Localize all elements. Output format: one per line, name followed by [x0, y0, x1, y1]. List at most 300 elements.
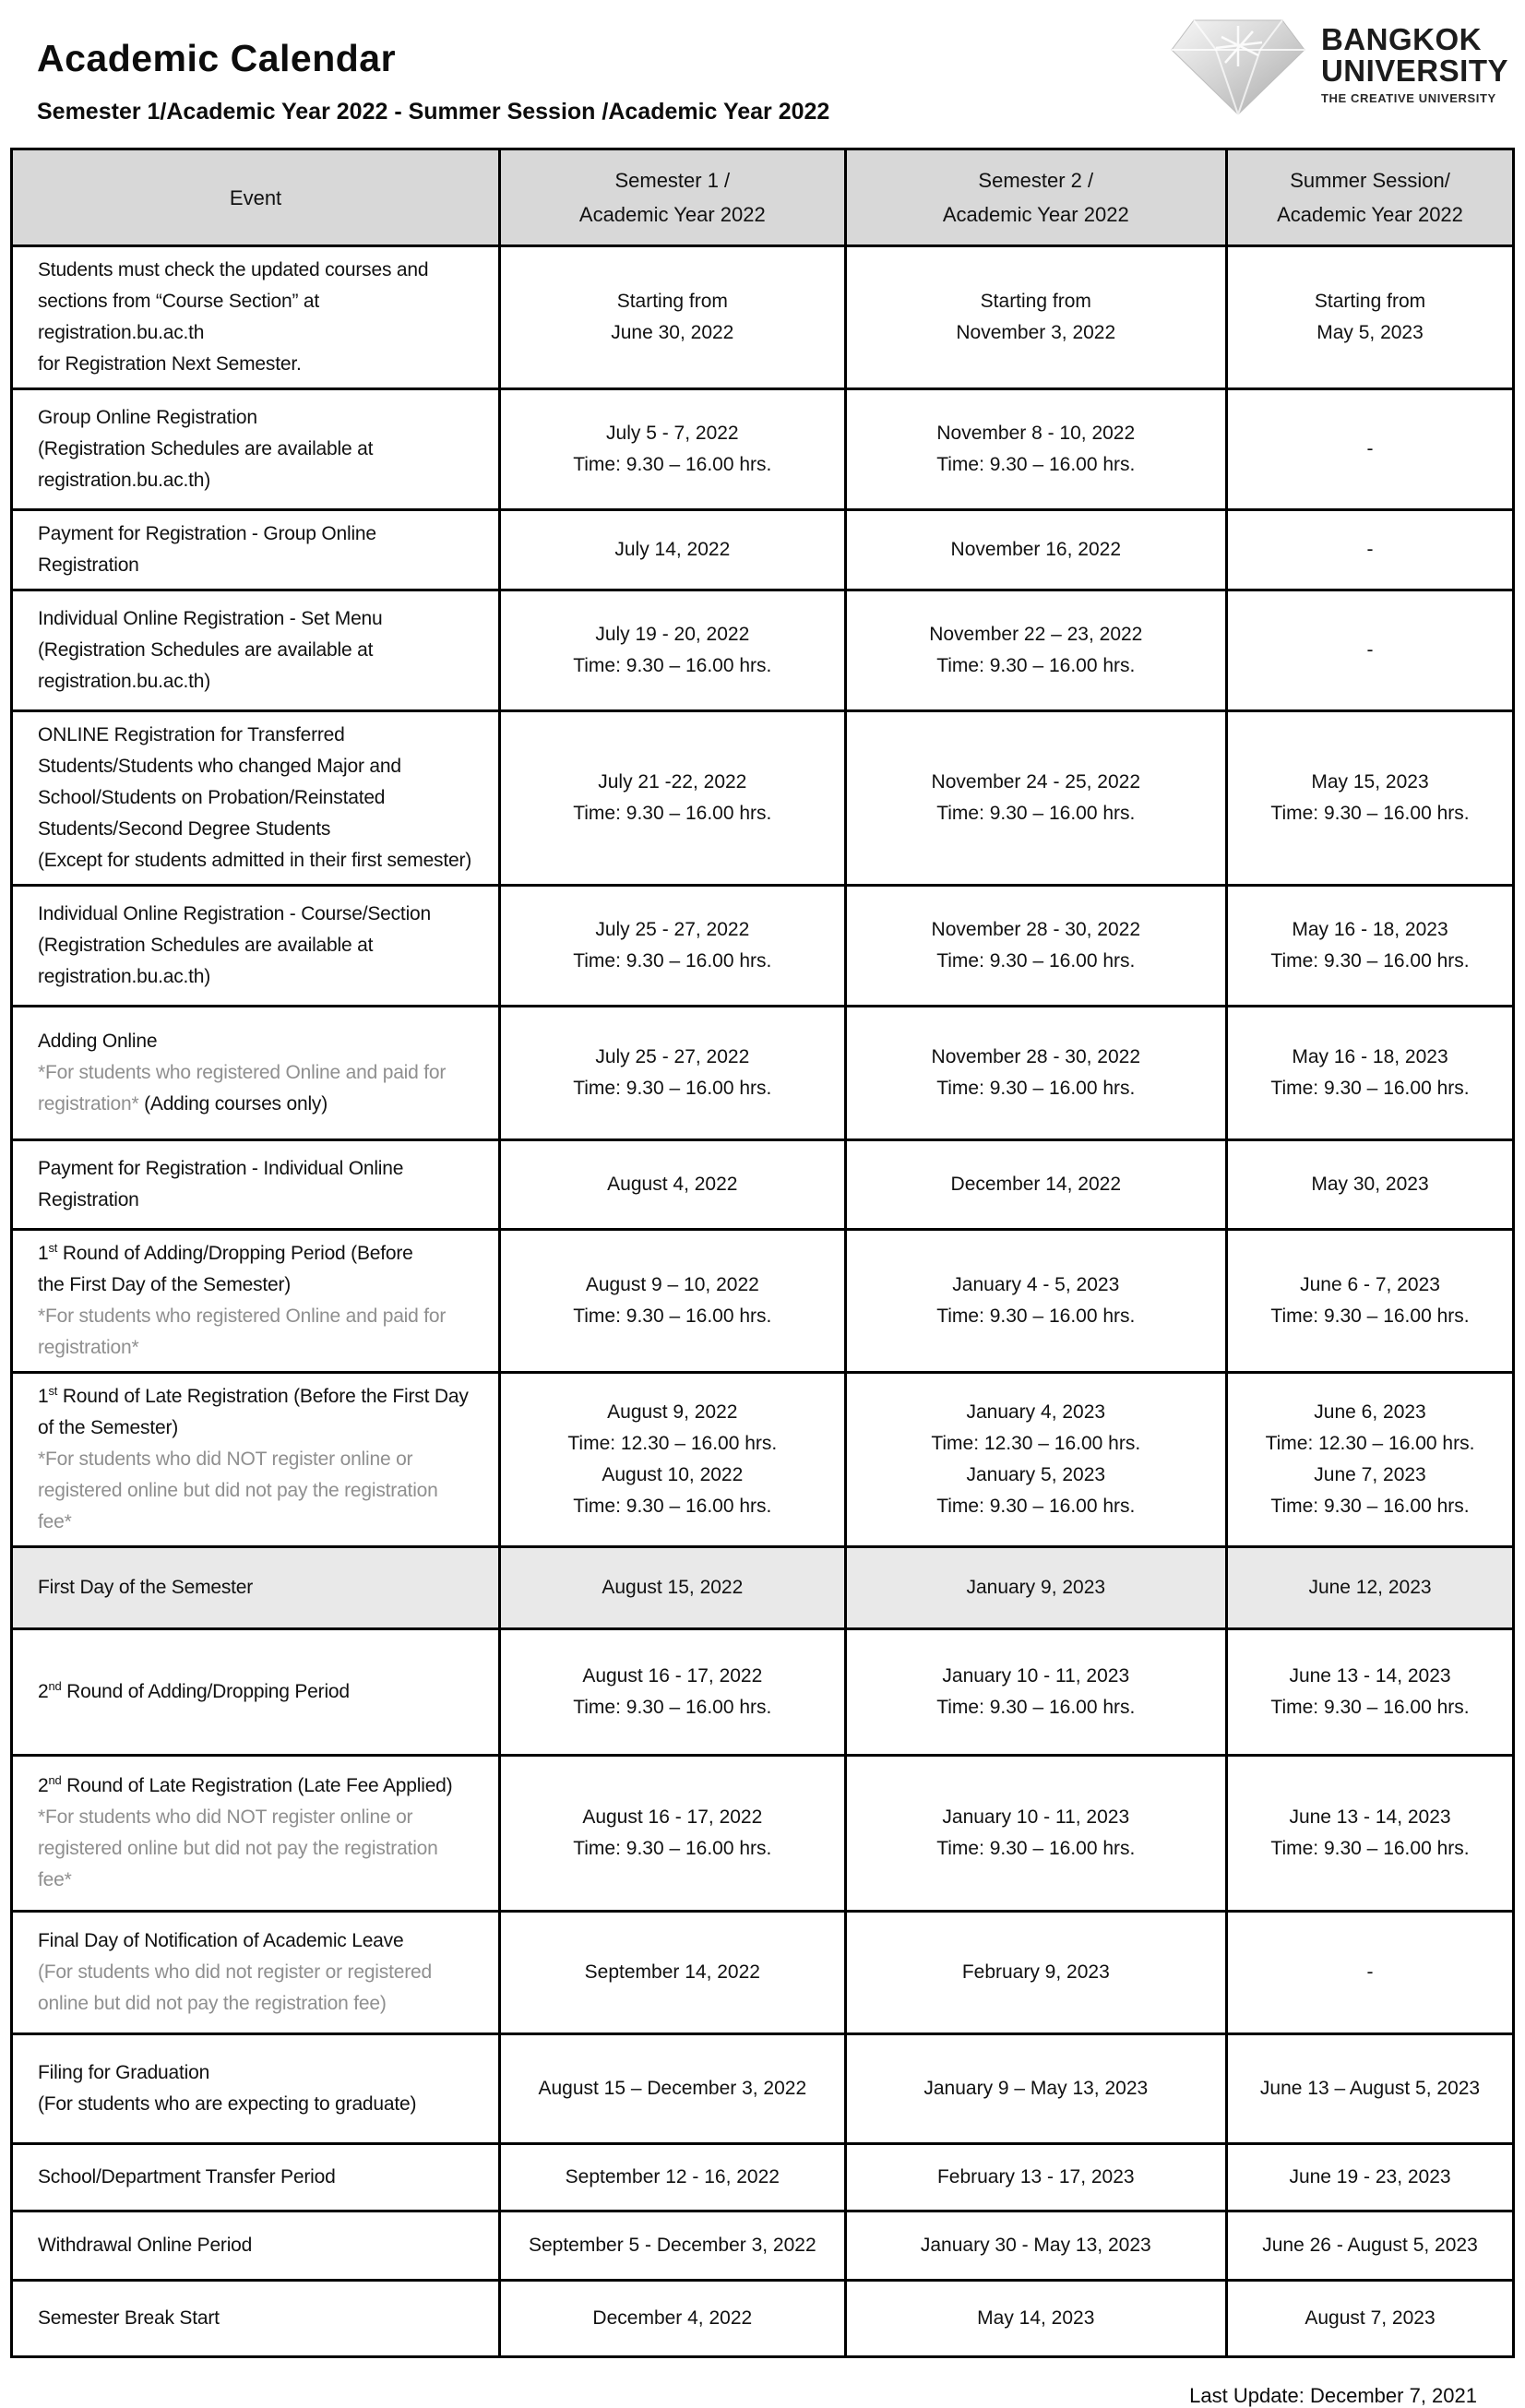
event-text: Adding Online [38, 1031, 158, 1052]
event-line [38, 1089, 485, 1120]
summer-cell [1227, 2144, 1514, 2211]
event-text: Round of Late Registration (Late Fee Applied) [61, 1775, 453, 1796]
date-line: Time: 9.30 – 16.00 hrs. [936, 1078, 1136, 1099]
event-line [38, 1475, 485, 1507]
event-cell [12, 510, 500, 590]
summer-cell [1227, 590, 1514, 711]
event-text: sections from “Course Section” at [38, 291, 320, 312]
table-row [12, 2211, 1514, 2281]
semester2-cell [845, 1912, 1227, 2034]
event-note-text: registration* [38, 1337, 139, 1358]
date-line: Starting from [616, 291, 728, 312]
date-line: May 16 - 18, 2023 [1292, 919, 1448, 940]
semester1-cell [500, 1373, 845, 1547]
event-text: Individual Online Registration - Course/Section [38, 903, 431, 924]
date-line: Time: 9.30 – 16.00 hrs. [1270, 1838, 1470, 1859]
event-line [38, 930, 485, 961]
date-line: June 13 – August 5, 2023 [1259, 2078, 1481, 2099]
event-text: Students/Second Degree Students [38, 818, 331, 840]
date-line: August 16 - 17, 2022 [582, 1665, 763, 1687]
table-row [12, 246, 1514, 389]
table-row [12, 1547, 1514, 1629]
event-text: registration.bu.ac.th [38, 322, 205, 343]
date-line: August 15 – December 3, 2022 [538, 2078, 807, 2099]
semester2-cell [845, 711, 1227, 886]
semester2-cell [845, 246, 1227, 389]
date-line: July 19 - 20, 2022 [595, 624, 750, 645]
semester1-cell [500, 1230, 845, 1373]
event-line [38, 1572, 485, 1603]
date-line: July 14, 2022 [614, 539, 731, 560]
event-line [38, 751, 485, 782]
semester2-cell [845, 389, 1227, 510]
event-text: (Except for students admitted in their first semester) [38, 850, 472, 871]
date-line: Time: 9.30 – 16.00 hrs. [936, 454, 1136, 475]
date-line: November 3, 2022 [956, 322, 1116, 343]
event-text: 1 [38, 1243, 49, 1264]
summer-cell [1227, 510, 1514, 590]
date-line: Starting from [1314, 291, 1426, 312]
logo-tagline: THE CREATIVE UNIVERSITY [1320, 91, 1496, 105]
header-text: Academic Year 2022 [578, 203, 766, 226]
event-cell [12, 1140, 500, 1230]
semester1-cell [500, 2211, 845, 2281]
table-row [12, 510, 1514, 590]
event-text: for Registration Next Semester. [38, 353, 302, 375]
summer-cell [1227, 1140, 1514, 1230]
semester2-cell [845, 1756, 1227, 1912]
date-line: June 6, 2023 [1314, 1401, 1426, 1423]
event-text: 2 [38, 1681, 49, 1702]
event-line [38, 465, 485, 496]
semester1-cell [500, 2144, 845, 2211]
date-line: Time: 12.30 – 16.00 hrs. [1265, 1433, 1475, 1454]
event-note-text: fee* [38, 1869, 72, 1890]
date-line: Time: 9.30 – 16.00 hrs. [936, 1697, 1136, 1718]
column-header-semester1 [500, 149, 845, 246]
event-text: (Registration Schedules are available at [38, 639, 374, 661]
event-line [38, 1988, 485, 2020]
event-line [38, 349, 485, 380]
event-text: ONLINE Registration for Transferred [38, 724, 345, 745]
event-cell [12, 2034, 500, 2144]
event-text: Students must check the updated courses and [38, 259, 429, 280]
event-text: st [48, 1241, 58, 1255]
event-line [38, 519, 485, 550]
table-row [12, 1756, 1514, 1912]
semester2-cell [845, 1373, 1227, 1547]
semester2-cell [845, 590, 1227, 711]
event-cell [12, 389, 500, 510]
table-row [12, 1140, 1514, 1230]
event-text: registration.bu.ac.th) [38, 966, 211, 987]
table-row [12, 1373, 1514, 1547]
summer-cell [1227, 2281, 1514, 2357]
event-text: First Day of the Semester [38, 1577, 254, 1598]
event-text: Withdrawal Online Period [38, 2235, 253, 2256]
summer-cell [1227, 1007, 1514, 1140]
event-cell [12, 590, 500, 711]
date-line: January 9 – May 13, 2023 [923, 2078, 1149, 2099]
table-row [12, 2034, 1514, 2144]
event-text: Round of Adding/Dropping Period [61, 1681, 350, 1702]
date-line: August 9 – 10, 2022 [585, 1274, 759, 1295]
event-text: 1 [38, 1386, 49, 1407]
date-line: Time: 9.30 – 16.00 hrs. [1270, 1496, 1470, 1517]
date-line: August 10, 2022 [602, 1464, 744, 1485]
summer-cell [1227, 1629, 1514, 1756]
event-cell [12, 2281, 500, 2357]
event-cell [12, 1629, 500, 1756]
summer-cell [1227, 389, 1514, 510]
date-line: - [1366, 639, 1374, 661]
summer-cell [1227, 1230, 1514, 1373]
date-line: September 5 - December 3, 2022 [528, 2235, 816, 2256]
logo-name-line1: BANGKOK [1320, 22, 1482, 56]
event-line [38, 2230, 485, 2261]
event-note-text: *For students who registered Online and paid for [38, 1062, 447, 1083]
event-cell [12, 1912, 500, 2034]
event-line [38, 255, 485, 286]
date-line: June 6 - 7, 2023 [1300, 1274, 1440, 1295]
event-text: nd [48, 1679, 62, 1693]
semester2-cell [845, 1629, 1227, 1756]
event-line [38, 720, 485, 751]
date-line: July 25 - 27, 2022 [595, 919, 750, 940]
date-line: August 16 - 17, 2022 [582, 1806, 763, 1828]
date-line: - [1366, 438, 1374, 459]
summer-cell [1227, 1373, 1514, 1547]
header-text: Academic Year 2022 [1277, 203, 1463, 226]
date-line: January 9, 2023 [966, 1577, 1106, 1598]
event-line [38, 1802, 485, 1833]
date-line: June 19 - 23, 2023 [1289, 2166, 1451, 2187]
event-line [38, 845, 485, 876]
event-line [38, 1833, 485, 1865]
semester2-cell [845, 2211, 1227, 2281]
semester2-cell [845, 886, 1227, 1007]
date-line: Time: 9.30 – 16.00 hrs. [936, 1305, 1136, 1327]
semester1-cell [500, 2034, 845, 2144]
event-text: Round of Adding/Dropping Period (Before [57, 1243, 413, 1264]
date-line: Time: 9.30 – 16.00 hrs. [573, 803, 772, 824]
semester2-cell [845, 1230, 1227, 1373]
event-line [38, 1270, 485, 1301]
date-line: July 5 - 7, 2022 [606, 423, 739, 444]
event-text: (For students who are expecting to graduate) [38, 2093, 417, 2115]
logo-text [1321, 24, 1508, 105]
date-line: June 26 - August 5, 2023 [1262, 2235, 1478, 2256]
event-line [38, 402, 485, 434]
summer-cell [1227, 2211, 1514, 2281]
date-line: Time: 9.30 – 16.00 hrs. [1270, 1305, 1470, 1327]
summer-cell [1227, 886, 1514, 1007]
date-line: July 25 - 27, 2022 [595, 1046, 750, 1067]
calendar-table-body [12, 246, 1514, 2357]
table-row [12, 1912, 1514, 2034]
semester1-cell [500, 1912, 845, 2034]
date-line: January 5, 2023 [966, 1464, 1106, 1485]
header-text: Summer Session/ [1290, 169, 1450, 192]
event-text: 2 [38, 1775, 49, 1796]
event-note-text: fee* [38, 1511, 72, 1532]
event-line [38, 635, 485, 666]
column-header-summer [1227, 149, 1514, 246]
date-line: May 15, 2023 [1311, 771, 1429, 793]
date-line: Time: 9.30 – 16.00 hrs. [1270, 950, 1470, 972]
event-text: Payment for Registration - Group Online [38, 523, 376, 544]
event-text: (Registration Schedules are available at [38, 935, 374, 956]
date-line: January 4 - 5, 2023 [952, 1274, 1120, 1295]
university-logo [1168, 11, 1508, 118]
summer-cell [1227, 1912, 1514, 2034]
date-line: Time: 9.30 – 16.00 hrs. [573, 1305, 772, 1327]
event-line [38, 1153, 485, 1185]
semester1-cell [500, 590, 845, 711]
date-line: Time: 9.30 – 16.00 hrs. [936, 803, 1136, 824]
date-line: Time: 9.30 – 16.00 hrs. [936, 950, 1136, 972]
semester2-cell [845, 1140, 1227, 1230]
semester1-cell [500, 246, 845, 389]
event-text: School/Students on Probation/Reinstated [38, 787, 386, 808]
date-line: November 28 - 30, 2022 [931, 1046, 1141, 1067]
event-cell [12, 246, 500, 389]
event-note-text: *For students who did NOT register online or [38, 1806, 413, 1828]
table-row [12, 886, 1514, 1007]
event-line [38, 317, 485, 349]
semester1-cell [500, 389, 845, 510]
event-line [38, 1413, 485, 1444]
date-line: Time: 9.30 – 16.00 hrs. [573, 1078, 772, 1099]
event-line [38, 1057, 485, 1089]
semester1-cell [500, 1629, 845, 1756]
event-text: Final Day of Notification of Academic Leave [38, 1930, 404, 1951]
event-line [38, 666, 485, 697]
summer-cell [1227, 2034, 1514, 2144]
date-line: August 9, 2022 [607, 1401, 738, 1423]
semester1-cell [500, 1547, 845, 1629]
semester1-cell [500, 1007, 845, 1140]
event-line [38, 1925, 485, 1957]
date-line: Time: 9.30 – 16.00 hrs. [573, 1697, 772, 1718]
event-text: registration.bu.ac.th) [38, 470, 211, 491]
academic-calendar-table [10, 148, 1515, 2358]
semester2-cell [845, 2144, 1227, 2211]
event-line [38, 2089, 485, 2120]
date-line: January 4, 2023 [966, 1401, 1106, 1423]
date-line: July 21 -22, 2022 [598, 771, 747, 793]
event-line [38, 1444, 485, 1475]
date-line: Time: 9.30 – 16.00 hrs. [1270, 1697, 1470, 1718]
event-text: Group Online Registration [38, 407, 257, 428]
semester2-cell [845, 1007, 1227, 1140]
event-text: Registration [38, 554, 139, 576]
table-row [12, 711, 1514, 886]
semester2-cell [845, 2281, 1227, 2357]
event-line [38, 782, 485, 814]
date-line: June 30, 2022 [611, 322, 734, 343]
column-header-event [12, 149, 500, 246]
header-row [12, 149, 1514, 246]
event-cell [12, 1756, 500, 1912]
date-line: Time: 9.30 – 16.00 hrs. [573, 655, 772, 676]
event-line [38, 899, 485, 930]
event-note-text: *For students who did NOT register online or [38, 1448, 413, 1470]
date-line: September 12 - 16, 2022 [565, 2166, 780, 2187]
semester1-cell [500, 1756, 845, 1912]
event-note-text: (For students who did not register or registered [38, 1961, 432, 1983]
event-note-text: registration* [38, 1093, 139, 1115]
date-line: January 10 - 11, 2023 [942, 1665, 1130, 1687]
event-line [38, 1865, 485, 1896]
semester2-cell [845, 510, 1227, 590]
event-text: Individual Online Registration - Set Menu [38, 608, 383, 629]
date-line: Time: 9.30 – 16.00 hrs. [573, 950, 772, 972]
event-text: Payment for Registration - Individual Online [38, 1158, 404, 1179]
event-line [38, 1026, 485, 1057]
event-text: Semester Break Start [38, 2307, 220, 2329]
diamond-icon [1168, 11, 1308, 118]
event-cell [12, 711, 500, 886]
date-line: Time: 9.30 – 16.00 hrs. [573, 454, 772, 475]
date-line: June 13 - 14, 2023 [1289, 1665, 1451, 1687]
date-line: June 13 - 14, 2023 [1289, 1806, 1451, 1828]
summer-cell [1227, 246, 1514, 389]
date-line: June 12, 2023 [1308, 1577, 1432, 1598]
date-line: November 22 – 23, 2022 [929, 624, 1143, 645]
event-text: nd [48, 1773, 62, 1787]
date-line: Time: 12.30 – 16.00 hrs. [567, 1433, 778, 1454]
header-text: Event [229, 185, 282, 209]
event-note-text: *For students who registered Online and paid for [38, 1305, 447, 1327]
date-line: Time: 9.30 – 16.00 hrs. [936, 655, 1136, 676]
event-line [38, 1676, 485, 1708]
header-text: Semester 2 / [978, 169, 1094, 192]
table-row [12, 1007, 1514, 1140]
event-line [38, 1185, 485, 1216]
event-line [38, 1957, 485, 1988]
semester1-cell [500, 886, 845, 1007]
date-line: August 15, 2022 [602, 1577, 744, 1598]
event-text: Filing for Graduation [38, 2062, 210, 2083]
date-line: June 7, 2023 [1314, 1464, 1426, 1485]
event-line [38, 603, 485, 635]
event-text: Round of Late Registration (Before the First Day [57, 1386, 469, 1407]
event-line [38, 961, 485, 993]
event-line [38, 1770, 485, 1802]
date-line: December 14, 2022 [950, 1174, 1121, 1195]
date-line: May 30, 2023 [1311, 1174, 1429, 1195]
date-line: - [1366, 539, 1374, 560]
date-line: November 24 - 25, 2022 [931, 771, 1141, 793]
event-line [38, 1381, 485, 1413]
date-line: May 5, 2023 [1317, 322, 1424, 343]
date-line: Time: 9.30 – 16.00 hrs. [936, 1838, 1136, 1859]
header-text: Academic Year 2022 [942, 203, 1129, 226]
date-line: August 7, 2023 [1305, 2307, 1436, 2329]
event-line [38, 2303, 485, 2334]
event-line [38, 434, 485, 465]
event-text: (Adding courses only) [138, 1093, 328, 1115]
date-line: November 28 - 30, 2022 [931, 919, 1141, 940]
event-line [38, 2057, 485, 2089]
semester1-cell [500, 510, 845, 590]
event-cell [12, 1373, 500, 1547]
date-line: January 30 - May 13, 2023 [920, 2235, 1151, 2256]
last-update-note: Last Update: December 7, 2021 [1189, 2384, 1477, 2407]
event-text: the First Day of the Semester) [38, 1274, 292, 1295]
date-line: Starting from [980, 291, 1091, 312]
event-note-text: registered online but did not pay the registration [38, 1480, 438, 1501]
summer-cell [1227, 711, 1514, 886]
semester1-cell [500, 711, 845, 886]
date-line: November 8 - 10, 2022 [936, 423, 1136, 444]
table-row [12, 389, 1514, 510]
event-text: School/Department Transfer Period [38, 2166, 336, 2187]
date-line: January 10 - 11, 2023 [942, 1806, 1130, 1828]
date-line: September 14, 2022 [584, 1961, 760, 1983]
semester1-cell [500, 2281, 845, 2357]
date-line: February 9, 2023 [961, 1961, 1110, 1983]
page-title: Academic Calendar [37, 37, 397, 79]
event-line [38, 1507, 485, 1538]
header-text: Semester 1 / [614, 169, 731, 192]
column-header-semester2 [845, 149, 1227, 246]
event-note-text: online but did not pay the registration fee) [38, 1993, 387, 2014]
table-row [12, 2144, 1514, 2211]
summer-cell [1227, 1756, 1514, 1912]
event-line [38, 286, 485, 317]
date-line: May 14, 2023 [977, 2307, 1095, 2329]
semester2-cell [845, 1547, 1227, 1629]
date-line: Time: 9.30 – 16.00 hrs. [573, 1496, 772, 1517]
event-line [38, 1332, 485, 1364]
logo-name-line2: UNIVERSITY [1320, 54, 1508, 88]
event-line [38, 1238, 485, 1270]
date-line: December 4, 2022 [592, 2307, 753, 2329]
event-line [38, 2162, 485, 2193]
date-line: Time: 9.30 – 16.00 hrs. [936, 1496, 1136, 1517]
date-line: - [1366, 1961, 1374, 1983]
semester1-cell [500, 1140, 845, 1230]
event-text: Registration [38, 1189, 139, 1210]
event-text: registration.bu.ac.th) [38, 671, 211, 692]
event-cell [12, 2144, 500, 2211]
event-cell [12, 1547, 500, 1629]
event-text: of the Semester) [38, 1417, 179, 1438]
date-line: Time: 12.30 – 16.00 hrs. [931, 1433, 1141, 1454]
date-line: February 13 - 17, 2023 [936, 2166, 1135, 2187]
event-line [38, 1301, 485, 1332]
date-line: Time: 9.30 – 16.00 hrs. [1270, 1078, 1470, 1099]
event-text: Students/Students who changed Major and [38, 756, 401, 777]
summer-cell [1227, 1547, 1514, 1629]
date-line: Time: 9.30 – 16.00 hrs. [573, 1838, 772, 1859]
event-note-text: registered online but did not pay the registration [38, 1838, 438, 1859]
event-cell [12, 1007, 500, 1140]
event-line [38, 550, 485, 581]
semester2-cell [845, 2034, 1227, 2144]
table-row [12, 2281, 1514, 2357]
date-line: Time: 9.30 – 16.00 hrs. [1270, 803, 1470, 824]
table-row [12, 590, 1514, 711]
event-cell [12, 886, 500, 1007]
date-line: November 16, 2022 [950, 539, 1121, 560]
table-row [12, 1230, 1514, 1373]
event-cell [12, 2211, 500, 2281]
date-line: May 16 - 18, 2023 [1292, 1046, 1448, 1067]
page-subtitle: Semester 1/Academic Year 2022 - Summer Session /Academic Year 2022 [37, 99, 830, 125]
